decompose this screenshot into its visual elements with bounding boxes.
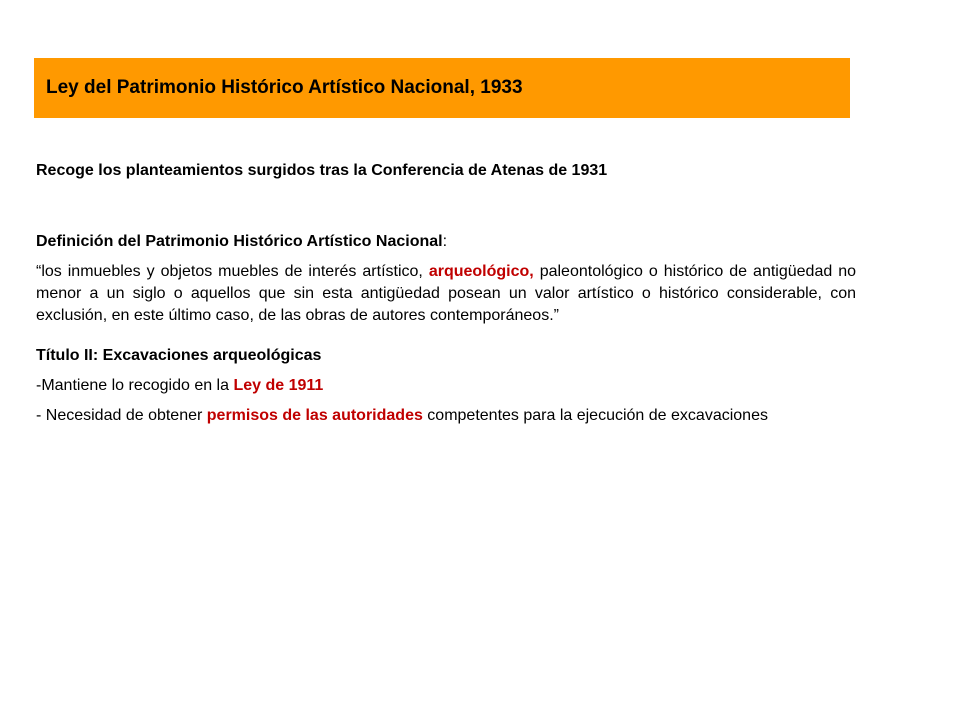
- item1-prefix: -Mantiene lo recogido en la: [36, 377, 234, 394]
- title-bar: [34, 58, 850, 118]
- title2-item-2: [36, 405, 856, 427]
- slide-content: [36, 160, 856, 427]
- definition-heading: [36, 231, 856, 253]
- quote-part-1: “los inmuebles y objetos muebles de interés artístico,: [36, 263, 429, 280]
- definition-quote: [36, 261, 856, 327]
- quote-highlight: arqueológico,: [428, 263, 534, 280]
- title2-item-1: [36, 375, 856, 397]
- definition-heading-colon: :: [442, 233, 448, 250]
- item2-prefix: - Necesidad de obtener: [36, 407, 207, 424]
- item1-highlight: Ley de 1911: [233, 377, 324, 394]
- definition-heading-text: Definición del Patrimonio Histórico Artístico Nacional: [36, 233, 443, 250]
- quote-part-2: paleontológico o histórico de antigüedad no menor a un siglo o aquellos que sin esta antigüedad posean un valor artístico o histórico considerable, con exclusión, en este último caso, de las obras de autores contemporáneos.”: [36, 263, 857, 324]
- title2-heading: Título II: Excavaciones arqueológicas: [36, 347, 322, 364]
- item2-suffix: competentes para la ejecución de excavaciones: [422, 407, 768, 424]
- slide-title: Ley del Patrimonio Histórico Artístico Nacional, 1933: [46, 77, 523, 98]
- item2-highlight: permisos de las autoridades: [206, 407, 423, 424]
- intro-text: Recoge los planteamientos surgidos tras la Conferencia de Atenas de 1931: [36, 162, 608, 179]
